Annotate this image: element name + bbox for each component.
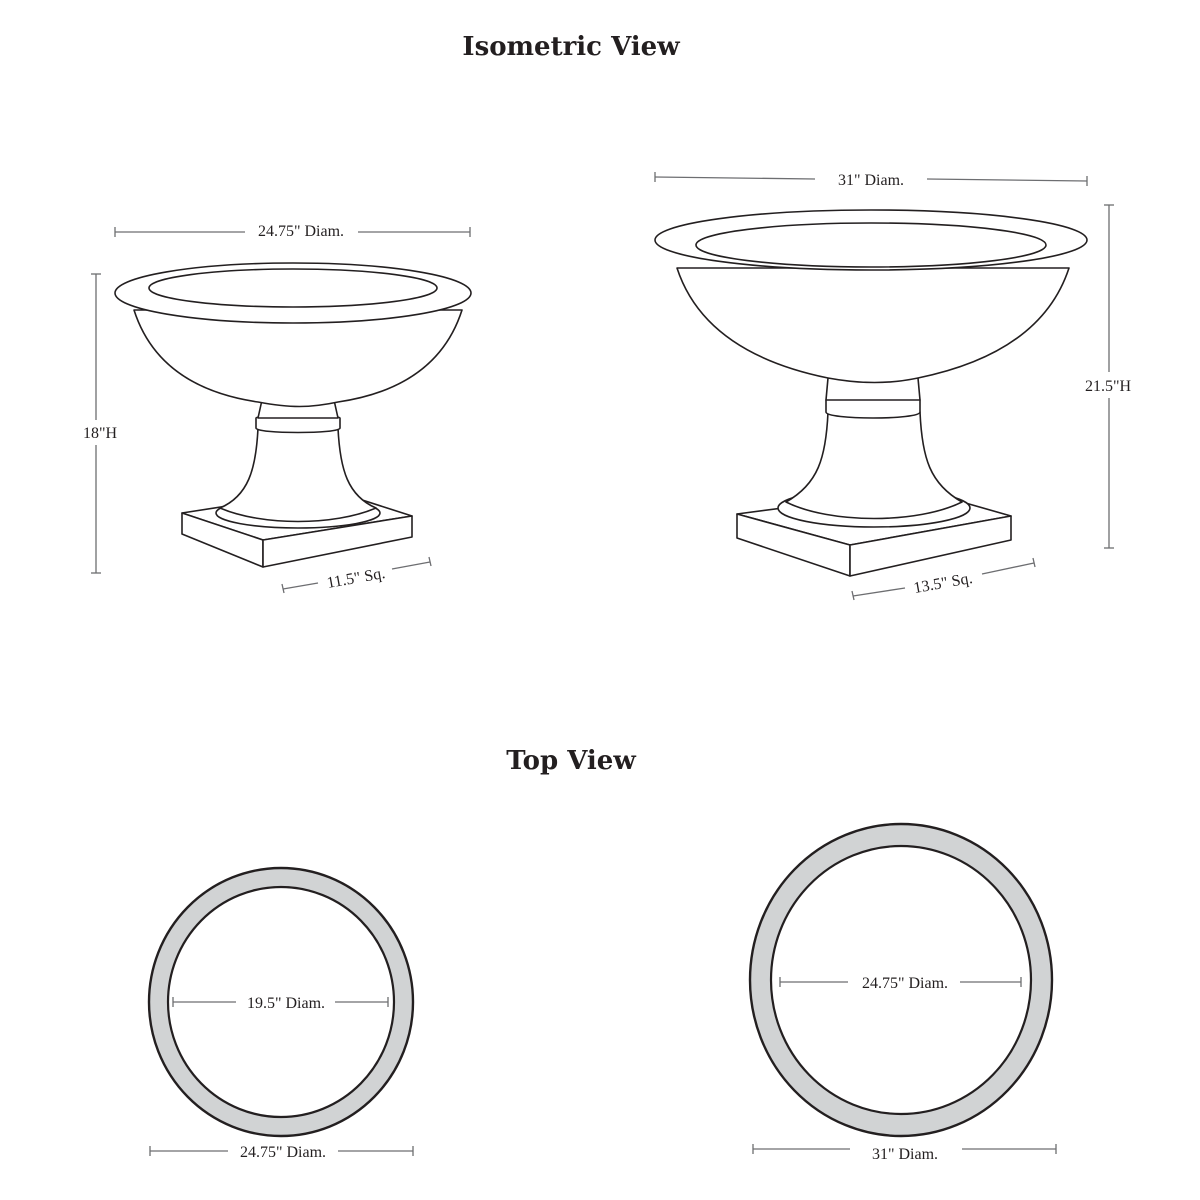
large-base-line-left xyxy=(853,588,905,596)
small-urn-diameter-label: 24.75" Diam. xyxy=(257,223,345,240)
small-base-line-right xyxy=(392,562,430,569)
small-urn-pedestal xyxy=(220,428,376,522)
small-top-inner-label: 19.5" Diam. xyxy=(246,995,326,1012)
large-urn-rim-inner xyxy=(696,223,1046,267)
large-diameter-line-left xyxy=(655,177,815,179)
top-view-large xyxy=(750,824,1056,1163)
large-base-line-right xyxy=(982,563,1034,574)
small-base-line-left xyxy=(283,583,318,589)
top-view-small xyxy=(149,868,413,1161)
large-top-inner-label: 24.75" Diam. xyxy=(861,975,949,992)
large-urn-pedestal xyxy=(786,412,962,519)
large-urn-bowl xyxy=(677,268,1069,383)
large-urn-drawing xyxy=(655,210,1087,576)
small-urn-base-label: 11.5" Sq. xyxy=(325,565,387,592)
large-urn-diameter-label: 31" Diam. xyxy=(837,172,905,189)
small-urn-bowl xyxy=(134,310,462,407)
large-top-outer-label: 31" Diam. xyxy=(871,1146,939,1163)
small-urn-rim-inner xyxy=(149,269,437,307)
small-urn-drawing xyxy=(115,263,471,567)
large-urn-height-label: 21.5"H xyxy=(1084,378,1132,395)
isometric-view-heading: Isometric View xyxy=(462,32,680,62)
small-top-outer-label: 24.75" Diam. xyxy=(239,1144,327,1161)
small-urn-height-label: 18"H xyxy=(82,425,118,442)
top-view-heading: Top View xyxy=(506,746,636,776)
large-urn-base-label: 13.5" Sq. xyxy=(912,569,974,598)
large-diameter-line-right xyxy=(927,179,1087,181)
